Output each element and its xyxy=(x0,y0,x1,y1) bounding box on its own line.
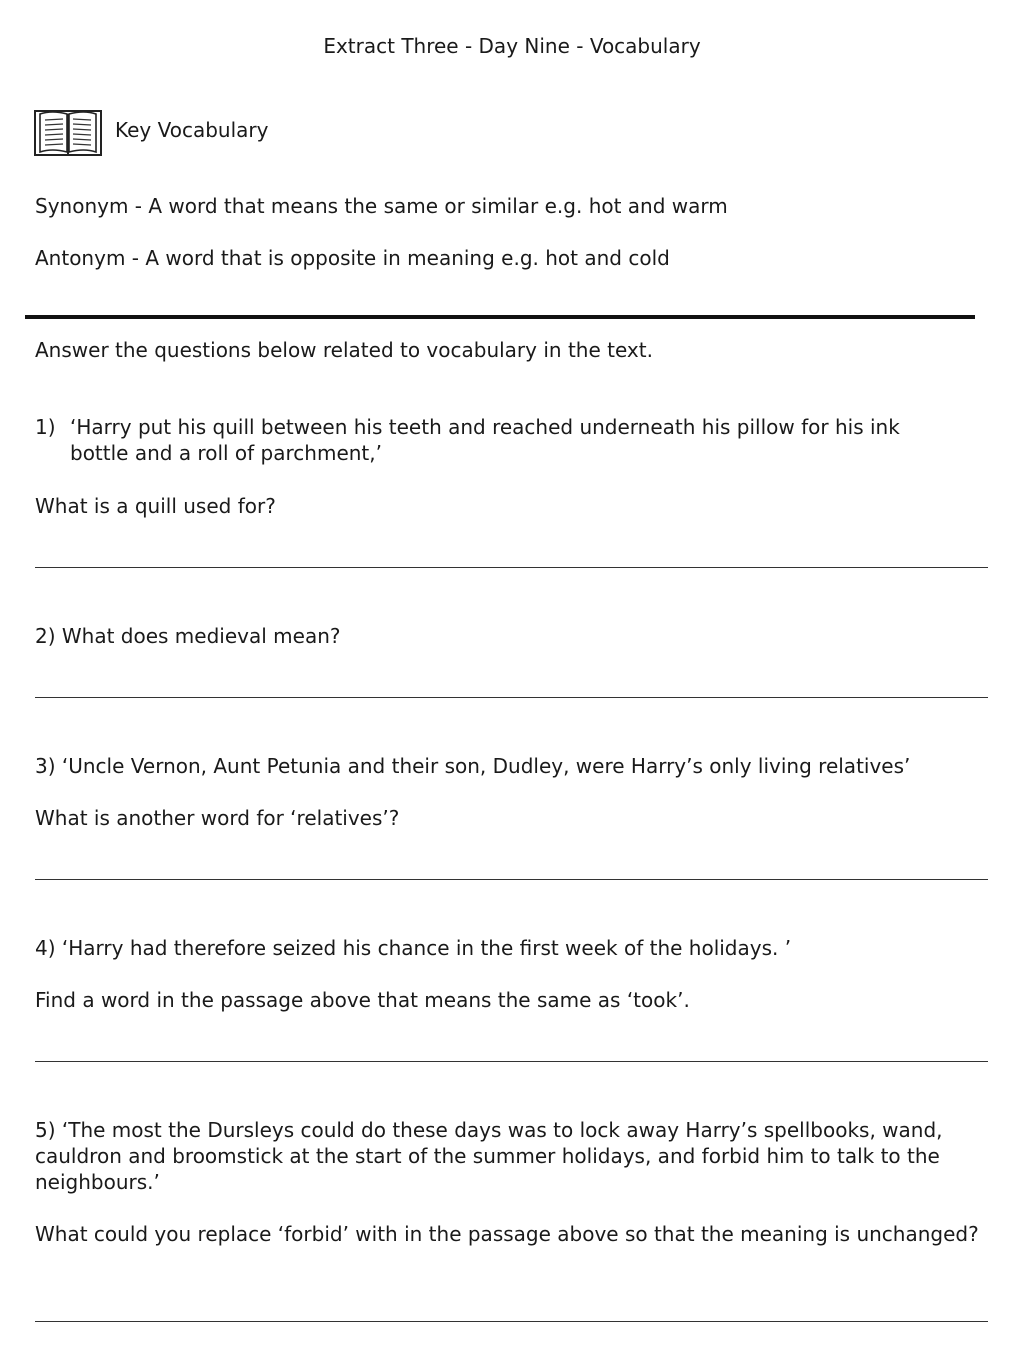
question-3-quote: 3) ‘Uncle Vernon, Aunt Petunia and their son, Dudley, were Harry’s only living relatives’ xyxy=(35,754,911,778)
answer-line-5[interactable] xyxy=(35,1321,988,1322)
book-icon xyxy=(34,108,102,158)
question-1-quote-line-2: bottle and a roll of parchment,’ xyxy=(70,441,382,465)
question-1-number: 1) xyxy=(35,415,56,439)
answer-line-1[interactable] xyxy=(35,567,988,568)
answer-line-3[interactable] xyxy=(35,879,988,880)
section-divider xyxy=(25,315,975,319)
question-2-prompt: 2) What does medieval mean? xyxy=(35,624,341,648)
question-4-quote: 4) ‘Harry had therefore seized his chance in the first week of the holidays. ’ xyxy=(35,936,792,960)
question-3-prompt: What is another word for ‘relatives’? xyxy=(35,806,400,830)
antonym-definition: Antonym - A word that is opposite in meaning e.g. hot and cold xyxy=(35,246,670,270)
question-1-prompt: What is a quill used for? xyxy=(35,494,276,518)
answer-line-4[interactable] xyxy=(35,1061,988,1062)
page-title: Extract Three - Day Nine - Vocabulary xyxy=(323,34,701,58)
question-4-prompt: Find a word in the passage above that means the same as ‘took’. xyxy=(35,988,690,1012)
question-1-quote-line-1: ‘Harry put his quill between his teeth and reached underneath his pillow for his ink xyxy=(70,415,900,439)
instructions: Answer the questions below related to vocabulary in the text. xyxy=(35,338,653,362)
question-5-quote: 5) ‘The most the Dursleys could do these days was to lock away Harry’s spellbooks, wand, cauldron and broomstick at the start of the summer holidays, and forbid him to talk to the neighbours.’ xyxy=(35,1118,943,1194)
question-5-prompt: What could you replace ‘forbid’ with in the passage above so that the meaning is unchanged? xyxy=(35,1222,979,1246)
key-vocabulary-heading: Key Vocabulary xyxy=(115,118,269,142)
synonym-definition: Synonym - A word that means the same or similar e.g. hot and warm xyxy=(35,194,728,218)
answer-line-2[interactable] xyxy=(35,697,988,698)
